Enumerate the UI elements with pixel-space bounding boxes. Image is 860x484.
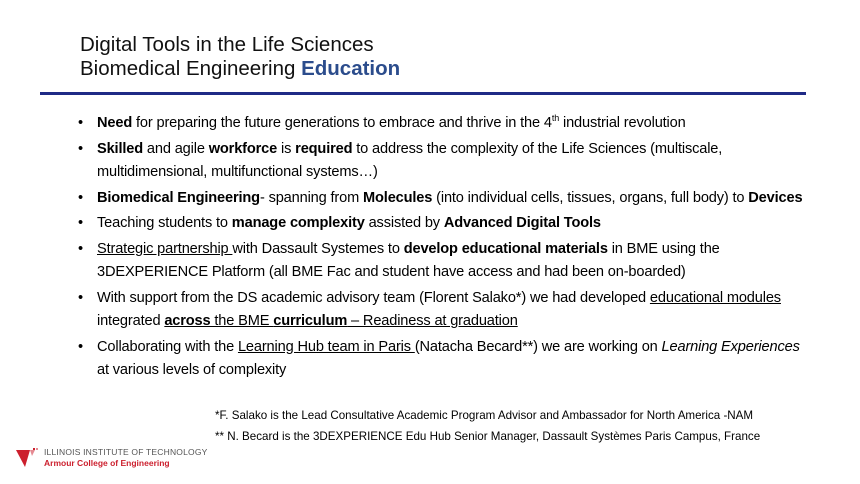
- bullet-text-segment: at various levels of complexity: [97, 362, 287, 378]
- bullet-text-segment: required: [295, 140, 353, 157]
- bullet-item: [78, 187, 808, 211]
- bullet-text-segment: Advanced Digital Tools: [443, 215, 601, 231]
- bullet-text-segment: Molecules: [363, 189, 433, 206]
- bullet-text-segment: Biomedical Engineering: [97, 189, 260, 206]
- bullet-text-segment: With support from the DS academic advisory team (Florent Salako*) we had developed: [97, 289, 650, 306]
- title-line-2: [80, 57, 400, 81]
- title-accent: Education: [301, 57, 401, 80]
- bullet-text-segment: Teaching students to: [97, 215, 232, 231]
- bullet-text-segment: Learning Hub team in Paris: [237, 338, 415, 355]
- bullet-text-segment: (Natacha Becard**) we are working on: [414, 338, 662, 355]
- title-line-1: Digital Tools in the Life Sciences: [80, 33, 374, 56]
- bullet-text-segment: workforce: [208, 140, 278, 157]
- bullet-text-segment: assisted by: [364, 215, 444, 231]
- bullet-text-segment: in BME using the 3DEXPERIENCE Platform (all BME Fac and student have access and had been on-boarded): [97, 240, 720, 280]
- bullet-list: [78, 112, 808, 385]
- bullet-text-segment: Collaborating with the: [97, 338, 238, 355]
- logo-college-name: Armour College of Engineering: [44, 458, 170, 468]
- bullet-item: [78, 212, 808, 236]
- footnote-2: ** N. Becard is the 3DEXPERIENCE Edu Hub Senior Manager, Dassault Systèmes Paris Campus, France: [215, 430, 761, 443]
- bullet-text-segment: to address the complexity of the Life Sciences (multiscale, multidimensional, multifunctional systems…): [97, 140, 723, 180]
- slide-title: [80, 33, 400, 81]
- bullet-text-segment: for preparing the future generations to embrace and thrive in the 4: [132, 115, 552, 131]
- bullet-item: [78, 336, 808, 383]
- bullet-text-segment: (into individual cells, tissues, organs, full body) to: [432, 189, 749, 206]
- bullet-text-segment: integrated: [97, 313, 165, 329]
- bullet-text-segment: educational modules: [649, 289, 781, 306]
- title-divider: [40, 92, 806, 95]
- bullet-text-segment: Skilled: [97, 140, 143, 157]
- iit-logo-mark-icon: [16, 448, 38, 468]
- bullet-text-segment: Need: [97, 115, 133, 131]
- bullet-text-segment: curriculum: [273, 313, 348, 329]
- footnotes: [215, 405, 760, 447]
- bullet-item: [78, 287, 808, 334]
- bullet-text-segment: across: [164, 313, 211, 329]
- footnote-1: *F. Salako is the Lead Consultative Academic Program Advisor and Ambassador for North America -NAM: [215, 409, 754, 422]
- bullet-item: [78, 238, 808, 285]
- title-line-2-prefix: Biomedical Engineering: [80, 57, 302, 80]
- bullet-text-segment: Strategic partnership: [97, 240, 233, 257]
- bullet-text-segment: with Dassault Systemes to: [232, 240, 404, 257]
- bullet-text-segment: Learning Experiences: [661, 338, 800, 355]
- bullet-text-segment: industrial revolution: [559, 115, 686, 131]
- bullet-item: [78, 138, 808, 185]
- bullet-text-segment: manage complexity: [231, 215, 365, 231]
- logo-institute-name: ILLINOIS INSTITUTE OF TECHNOLOGY: [44, 447, 208, 457]
- bullet-text-segment: the BME: [210, 313, 274, 329]
- bullet-text-segment: – Readiness at graduation: [347, 313, 518, 329]
- bullet-text-segment: is: [277, 140, 296, 157]
- bullet-text-segment: Devices: [748, 189, 803, 206]
- bullet-text-segment: - spanning from: [259, 189, 364, 206]
- iit-logo: [16, 447, 208, 469]
- bullet-text-segment: and agile: [143, 140, 209, 157]
- bullet-text-segment: develop educational materials: [403, 240, 608, 257]
- bullet-text-segment: th: [551, 113, 560, 124]
- bullet-item: [78, 112, 808, 136]
